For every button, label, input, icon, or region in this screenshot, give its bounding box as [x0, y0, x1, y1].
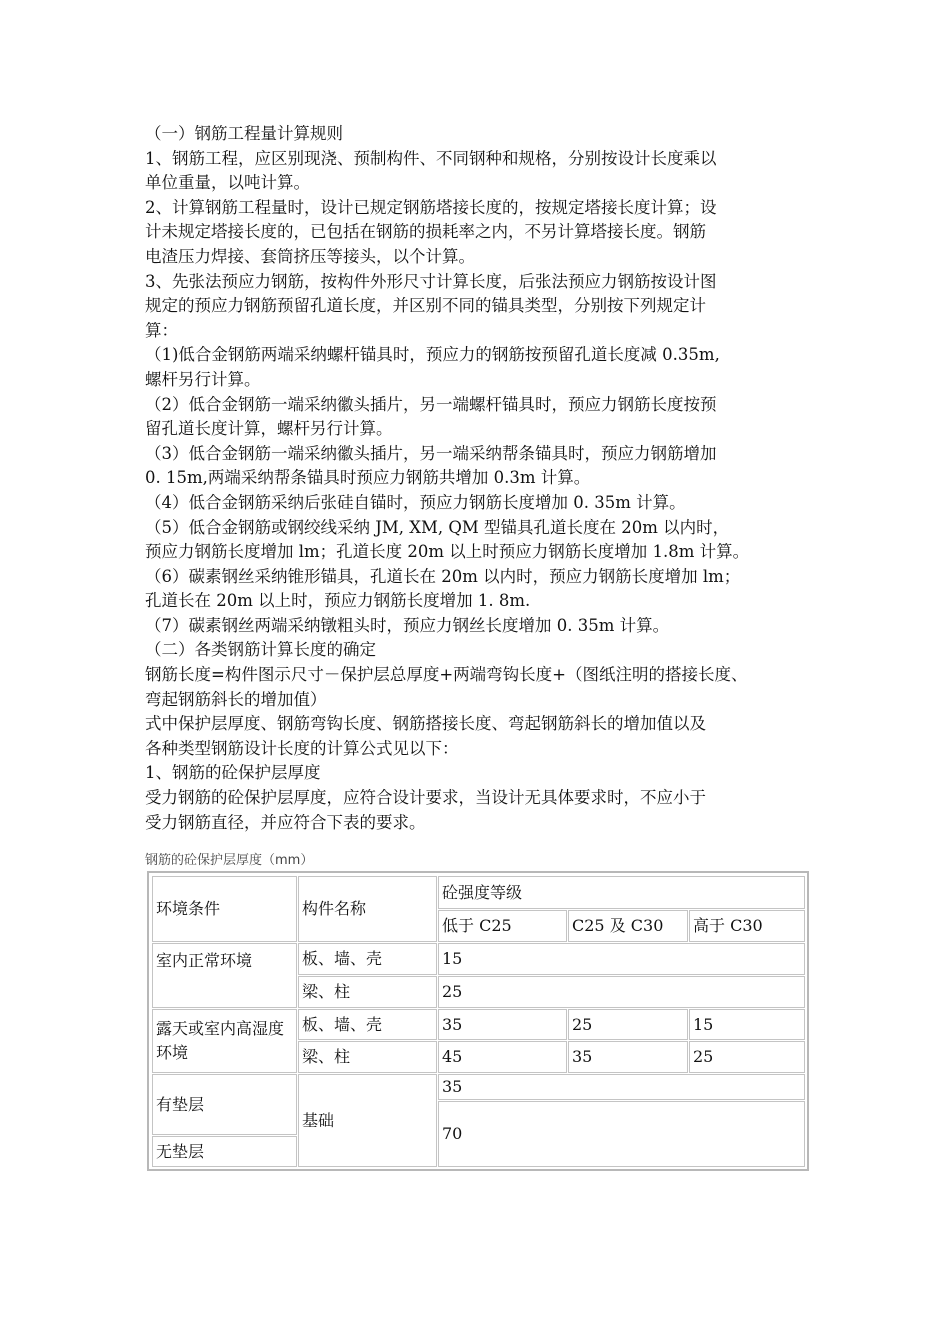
header-grade-mid: C25 及 C30 — [568, 910, 688, 942]
text-line: 2、计算钢筋工程量时，设计已规定钢筋塔接长度的，按规定塔接长度计算；设 — [145, 197, 717, 217]
text-line: 各种类型钢筋设计长度的计算公式见以下： — [145, 738, 459, 758]
text-line: 受力钢筋直径，并应符合下表的要求。 — [145, 812, 426, 832]
header-env: 环境条件 — [152, 876, 297, 942]
outdoor-beam-high: 25 — [689, 1041, 805, 1073]
header-component: 构件名称 — [298, 876, 437, 942]
row-env-indoor: 室内正常环境 — [152, 943, 297, 1008]
text-line: 受力钢筋的砼保护层厚度，应符合设计要求，当设计无具体要求时，不应小于 — [145, 788, 706, 808]
outdoor-beam-mid: 35 — [568, 1041, 688, 1073]
indoor-beam-value: 25 — [438, 976, 805, 1008]
section-heading-1: （一）钢筋工程量计算规则 — [145, 124, 343, 143]
table-caption: 钢筋的砼保护层厚度（mm） — [145, 853, 314, 868]
header-grade: 砼强度等级 — [438, 876, 805, 909]
without-cushion-value: 70 — [438, 1101, 805, 1167]
text-line: （1)低合金钢筋两端采纳螺杆锚具时，预应力的钢筋按预留孔道长度减 0.35m, — [145, 345, 720, 365]
text-line: 钢筋长度=构件图示尺寸－保护层总厚度+两端弯钩长度+（图纸注明的搭接长度、 — [145, 665, 748, 685]
row-with-cushion: 有垫层 — [152, 1074, 297, 1135]
indoor-slab-value: 15 — [438, 943, 805, 975]
indoor-slab-label: 板、墙、壳 — [298, 943, 437, 975]
text-line: （2）低合金钢筋一端采纳徽头插片，另一端螺杆锚具时，预应力钢筋长度按预 — [145, 394, 717, 414]
text-line: 电渣压力焊接、套筒挤压等接头，以个计算。 — [145, 246, 475, 266]
indoor-beam-label: 梁、柱 — [298, 976, 437, 1008]
text-line: 0. 15m,两端采纳帮条锚具时预应力钢筋共增加 0.3m 计算。 — [145, 468, 591, 488]
outdoor-slab-mid: 25 — [568, 1009, 688, 1040]
text-line: 留孔道长度计算，螺杆另行计算。 — [145, 419, 393, 439]
text-line: 螺杆另行计算。 — [145, 369, 261, 389]
section-heading-2: （二）各类钢筋计算长度的确定 — [145, 640, 376, 660]
text-line: 单位重量，以吨计算。 — [145, 173, 310, 193]
outdoor-slab-label: 板、墙、壳 — [298, 1009, 437, 1040]
document-body — [145, 122, 825, 835]
text-line: 式中保护层厚度、钢筋弯钩长度、钢筋搭接长度、弯起钢筋斜长的增加值以及 — [145, 714, 706, 734]
cover-thickness-table — [147, 871, 809, 1171]
outdoor-beam-label: 梁、柱 — [298, 1041, 437, 1073]
text-line: 计未规定塔接长度的，已包括在钢筋的损耗率之内，不另计算塔接长度。钢筋 — [145, 222, 706, 242]
text-line: （3）低合金钢筋一端采纳徽头插片，另一端采纳帮条锚具时，预应力钢筋增加 — [145, 443, 717, 463]
header-grade-low: 低于 C25 — [438, 910, 567, 942]
foundation-label: 基础 — [298, 1074, 437, 1167]
text-line: 规定的预应力钢筋预留孔道长度，并区别不同的锚具类型，分别按下列规定计 — [145, 296, 706, 316]
text-line: （4）低合金钢筋采纳后张硅自锚时，预应力钢筋长度增加 0. 35m 计算。 — [145, 492, 686, 512]
row-env-outdoor: 露天或室内高湿度环境 — [152, 1009, 297, 1073]
text-line: （6）碳素钢丝采纳锥形锚具，孔道长在 20m 以内时，预应力钢筋长度增加 lm； — [145, 566, 741, 586]
text-line: 1、钢筋的砼保护层厚度 — [145, 763, 321, 783]
text-line: 孔道长在 20m 以上时，预应力钢筋长度增加 1. 8m. — [145, 591, 531, 611]
outdoor-slab-high: 15 — [689, 1009, 805, 1040]
text-line: 弯起钢筋斜长的增加值） — [145, 689, 327, 709]
outdoor-slab-low: 35 — [438, 1009, 567, 1040]
text-line: 1、钢筋工程，应区别现浇、预制构件、不同钢种和规格，分别按设计长度乘以 — [145, 148, 717, 168]
text-line: 3、先张法预应力钢筋，按构件外形尺寸计算长度，后张法预应力钢筋按设计图 — [145, 271, 717, 291]
row-without-cushion: 无垫层 — [152, 1136, 297, 1167]
header-grade-high: 高于 C30 — [689, 910, 805, 942]
text-line: 预应力钢筋长度增加 lm；孔道长度 20m 以上时预应力钢筋长度增加 1.8m 计算。 — [145, 542, 750, 562]
with-cushion-value: 35 — [438, 1074, 805, 1100]
text-line: （5）低合金钢筋或钢绞线采纳 JM, XM, QM 型锚具孔道长度在 20m 以内时， — [145, 517, 730, 537]
outdoor-beam-low: 45 — [438, 1041, 567, 1073]
text-line: （7）碳素钢丝两端采纳镦粗头时，预应力钢丝长度增加 0. 35m 计算。 — [145, 615, 670, 635]
text-line: 算： — [145, 320, 178, 340]
